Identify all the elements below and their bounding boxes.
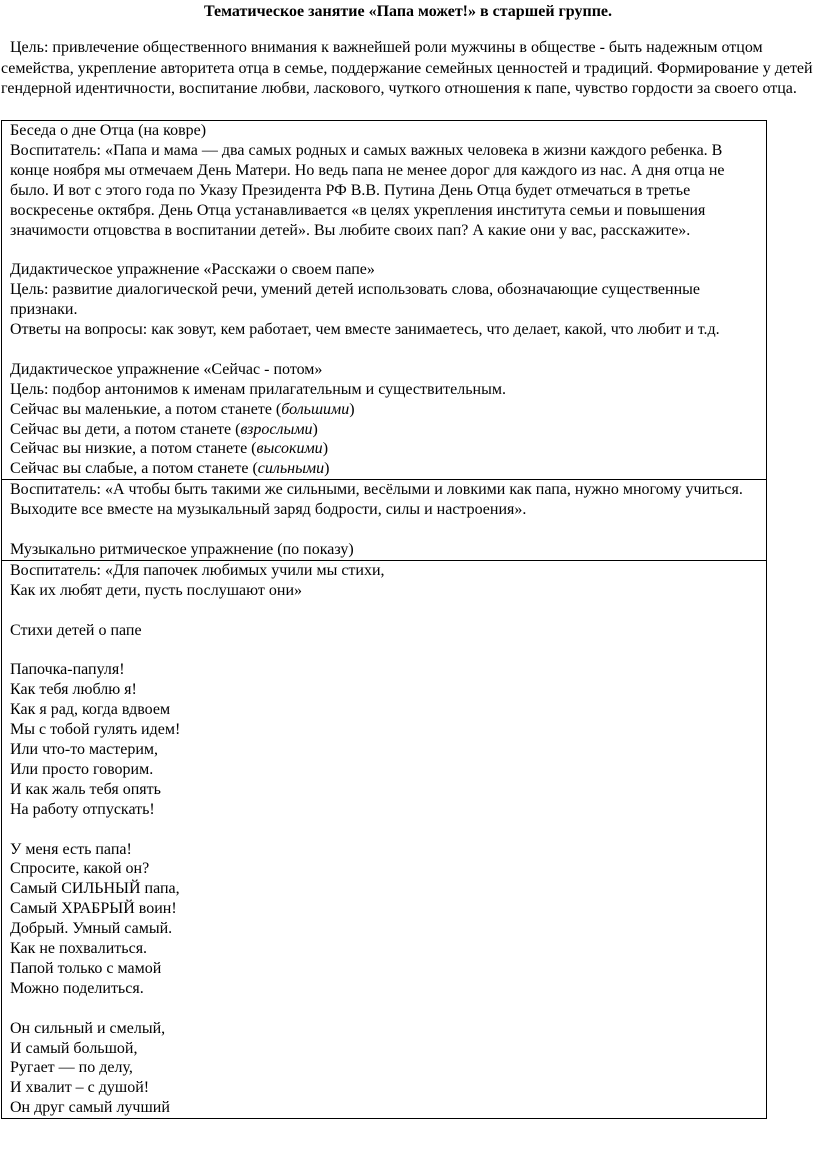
antonym-answer: сильными xyxy=(257,460,325,478)
poem-line: Как не похвалиться. xyxy=(10,940,148,958)
spacer xyxy=(10,641,758,661)
antonym-line: Сейчас вы слабые, а потом станете (сильными) xyxy=(10,460,330,478)
poem-line: Он друг самый лучший xyxy=(10,1099,170,1117)
table-row xyxy=(2,121,767,480)
teacher-speech: Воспитатель: «А чтобы быть такими же сильными, весёлыми и ловкими как папа, нужно многому учиться. Выходите все вместе на музыкальный заряд бодрости, силы и настроения». xyxy=(10,481,747,519)
spacer xyxy=(10,601,758,621)
spacer xyxy=(10,820,758,840)
poem-line: Самый СИЛЬНЫЙ папа, xyxy=(10,880,180,898)
table-row xyxy=(2,560,767,1118)
poems-cell xyxy=(2,560,767,1118)
teacher-speech: Воспитатель: «Для папочек любимых учили мы стихи, xyxy=(10,561,385,579)
teacher-speech: Воспитатель: «Папа и мама — два самых родных и самых важных человека в жизни каждого ребенка. В конце ноября мы отмечаем День Матери. Но ведь папа не менее дорог для каждого из нас. А дня отца не было. И вот с этого года по Указу Президента РФ В.В. Путина День Отца будет отмечаться в третье воскресенье октября. День Отца устанавливается «в целях укрепления института семьи и повышения значимости отцовства в воспитании детей». Вы любите своих пап? А какие они у вас, расскажите». xyxy=(10,141,729,239)
exercise-answers: Ответы на вопросы: как зовут, кем работает, чем вместе занимаетесь, что делает, какой, что любит и т.д. xyxy=(10,321,720,339)
poem-line: Как я рад, когда вдвоем xyxy=(10,701,171,719)
teacher-speech: Как их любят дети, пусть послушают они» xyxy=(10,581,303,599)
table-row xyxy=(2,480,767,561)
poem-line: И как жаль тебя опять xyxy=(10,780,161,798)
poems-title: Стихи детей о папе xyxy=(10,621,142,639)
poem-line: И хвалит – с душой! xyxy=(10,1079,150,1097)
poem-line: У меня есть папа! xyxy=(10,840,132,858)
poem-line: Добрый. Умный самый. xyxy=(10,920,173,938)
poem-line: Или просто говорим. xyxy=(10,760,154,778)
poem-line: Мы с тобой гулять идем! xyxy=(10,721,181,739)
antonym-answer: высокими xyxy=(256,440,323,458)
antonym-answer: взрослыми xyxy=(240,420,313,438)
poem-line: Спросите, какой он? xyxy=(10,860,150,878)
document-title: Тематическое занятие «Папа может!» в старшей группе. xyxy=(203,3,613,20)
conversation-title: Беседа о дне Отца (на ковре) xyxy=(10,122,207,139)
poem-line: Можно поделиться. xyxy=(10,979,144,997)
poem-line: На работу отпускать! xyxy=(10,800,155,818)
exercise-title: Дидактическое упражнение «Расскажи о своем папе» xyxy=(10,261,375,279)
spacer xyxy=(10,520,758,540)
exercise-title: Музыкально ритмическое упражнение (по показу) xyxy=(10,540,354,558)
antonym-line: Сейчас вы маленькие, а потом станете (большими) xyxy=(10,400,355,418)
exercise-title: Дидактическое упражнение «Сейчас - потом» xyxy=(10,360,323,378)
exercise-goal: Цель: развитие диалогической речи, умений детей использовать слова, обозначающие существенные признаки. xyxy=(10,281,705,319)
poem-line: Ругает — по делу, xyxy=(10,1059,133,1077)
spacer xyxy=(10,340,758,360)
poem-line: Папочка-папуля! xyxy=(10,661,125,679)
spacer xyxy=(10,999,758,1019)
antonym-line: Сейчас вы низкие, а потом станете (высокими) xyxy=(10,440,329,458)
exercise-goal: Цель: подбор антонимов к именам прилагательным и существительным. xyxy=(10,380,506,398)
poem-line: Как тебя люблю я! xyxy=(10,681,137,699)
antonym-answer: большими xyxy=(281,400,350,418)
poem-line: Он сильный и смелый, xyxy=(10,1019,166,1037)
spacer xyxy=(10,240,758,260)
poem-line: Или что-то мастерим, xyxy=(10,741,159,759)
poem-line: Самый ХРАБРЫЙ воин! xyxy=(10,900,177,918)
poem-line: Папой только с мамой xyxy=(10,959,162,977)
lesson-goal: Цель: привлечение общественного внимания к важнейшей роли мужчины в обществе - быть надежным отцом семейства, укрепление авторитета отца в семье, поддержание семейных ценностей и традиций. Формирование у детей гендерной идентичности, воспитание любви, ласкового, чуткого отношения к папе, чувство гордости за своего отца. xyxy=(1,39,813,97)
poem-line: И самый большой, xyxy=(10,1039,138,1057)
conversation-cell xyxy=(2,121,767,480)
antonym-line: Сейчас вы дети, а потом станете (взрослыми) xyxy=(10,420,318,438)
music-cell xyxy=(2,480,767,561)
lesson-table xyxy=(1,120,767,1119)
